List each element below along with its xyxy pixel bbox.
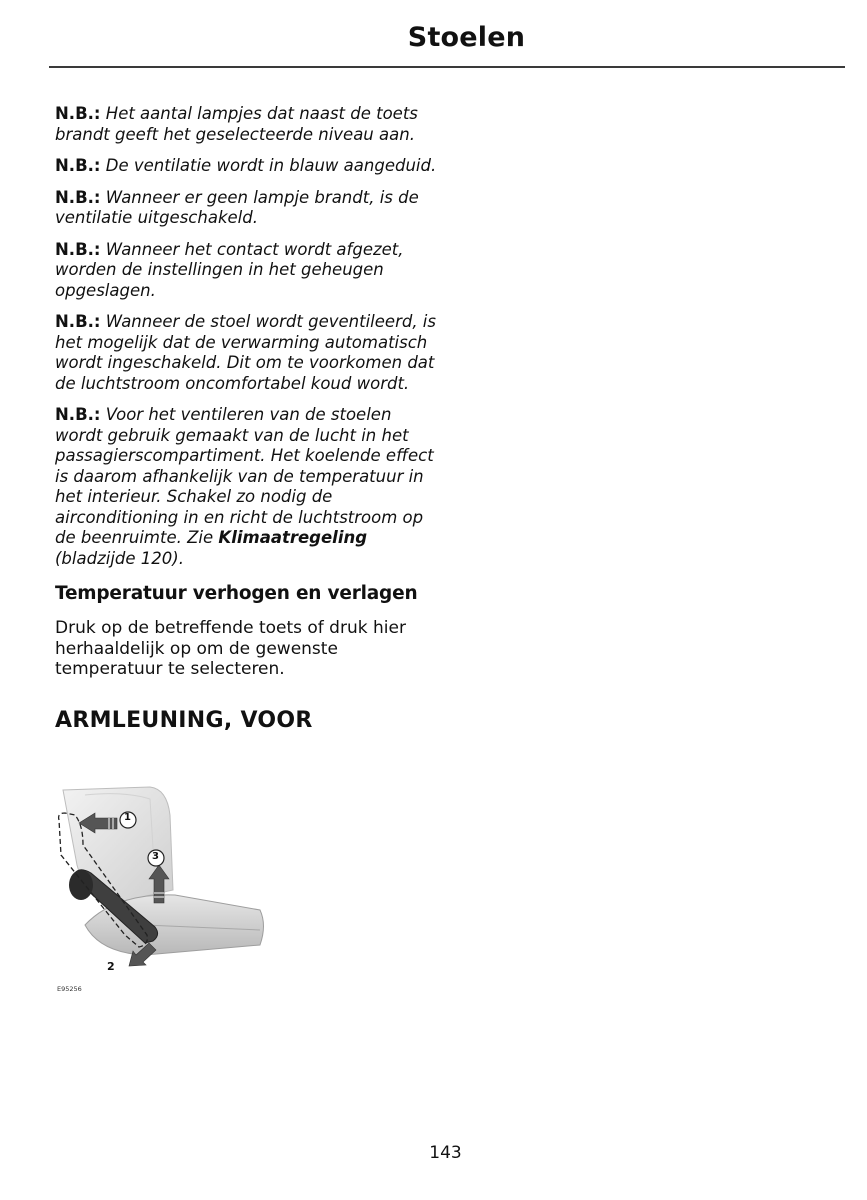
note-label: N.B.: [55,239,101,259]
note-label: N.B.: [55,187,101,207]
note-1 [55,104,440,145]
note-text: Wanneer er geen lampje brandt, is de ventilatie uitgeschakeld. [55,187,419,227]
note-5 [55,312,440,394]
main-column [55,104,440,733]
note-4 [55,240,440,302]
note-label: N.B.: [55,156,101,175]
note-2 [55,156,440,177]
cross-reference-link[interactable]: Klimaatregeling [218,528,368,547]
note-text: Het aantal lampjes dat naast de toets brandt geeft het geselecteerde niveau aan. [55,104,418,144]
figure-code: E95256 [57,985,82,993]
section-heading: ARMLEUNING, VOOR [55,707,313,733]
callout-3-label: 3 [152,851,159,862]
callout-2-label: 2 [107,960,115,973]
subsection-body: Druk op de betreffende toets of druk hier herhaaldelijk op om de gewenste temperatuur te selecteren. [55,618,406,679]
note-6 [55,405,440,569]
note-3 [55,188,440,229]
callout-1-label: 1 [124,812,131,823]
note-label: N.B.: [55,312,101,331]
note-text: Voor het ventileren van de stoelen wordt gebruik gemaakt van de lucht in het passagierscompartiment. Het koelende effect is daarom afhankelijk van de temperatuur in het interieur. Schakel zo nodig de airconditioning in en richt de luchtstroom op de beenruimte. Zie [55,405,434,547]
armrest-drawing [55,785,270,970]
page-header [0,22,833,53]
note-label: N.B.: [55,405,101,424]
page-number: 143 [429,1143,462,1163]
note-label: N.B.: [55,104,101,123]
note-text: Wanneer het contact wordt afgezet, worden de instellingen in het geheugen opgeslagen. [55,239,404,300]
armrest-illustration [55,785,270,973]
note-text: De ventilatie wordt in blauw aangeduid. [105,156,437,175]
cross-reference-page: (bladzijde 120). [55,548,184,568]
page-header-title: Stoelen [407,22,526,53]
header-divider [49,66,845,68]
note-text: Wanneer de stoel wordt geventileerd, is het mogelijk dat de verwarming automatisch wordt ingeschakeld. Dit om te voorkomen dat de luchtstroom oncomfortabel koud wordt. [55,312,436,393]
subsection-heading: Temperatuur verhogen en verlagen [55,583,418,604]
